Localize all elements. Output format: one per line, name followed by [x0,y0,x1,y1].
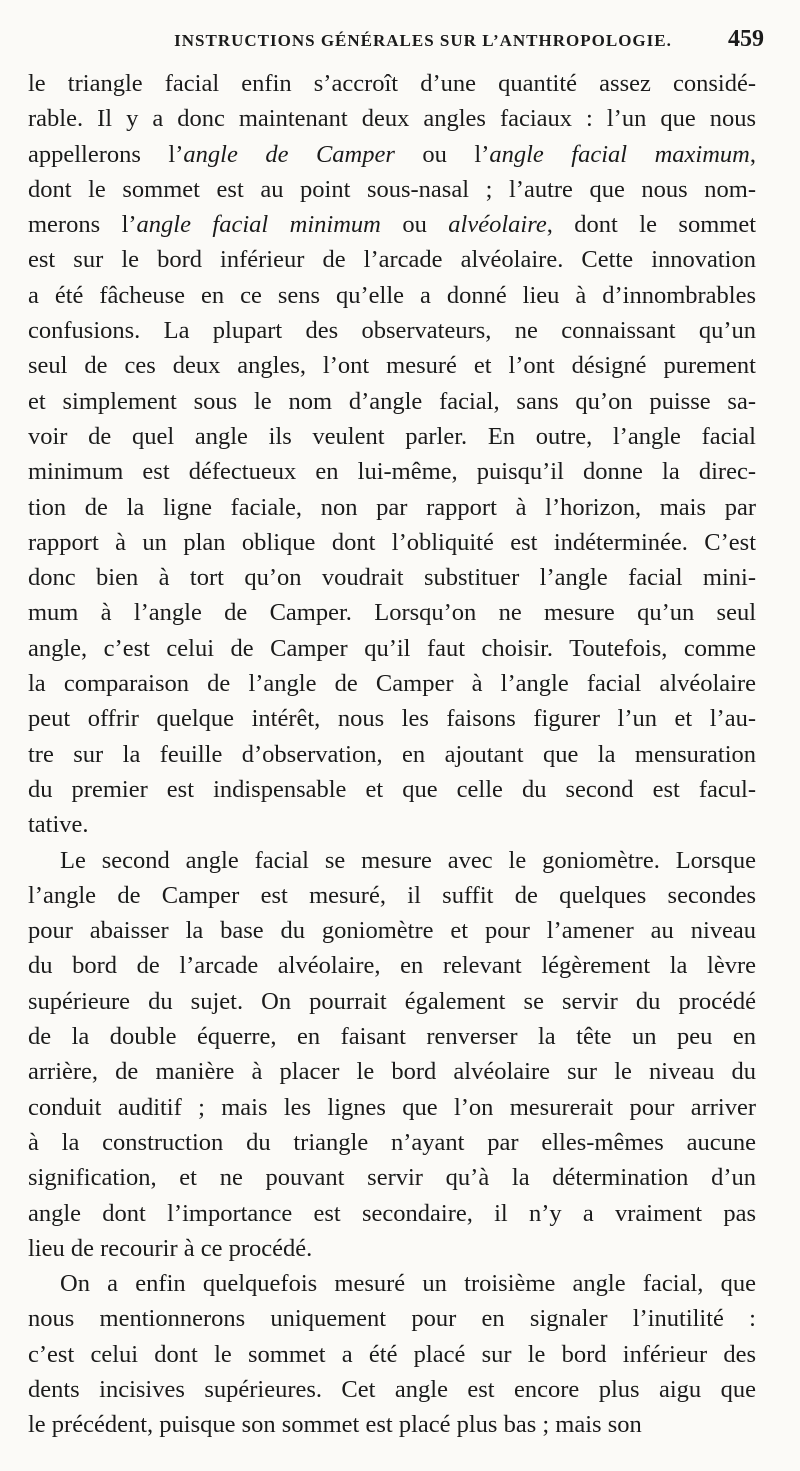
text-line [28,560,756,595]
text-run: le triangle facial enfin s’accroît d’une quantité assez considé- [28,70,756,97]
text-line [28,384,756,419]
text-run: est sur le bord inférieur de l’arcade alvéolaire. Cette innovation [28,246,756,274]
text-line [28,595,756,630]
text-run: donc bien à tort qu’on voudrait substituer l’angle facial mini- [28,564,756,592]
text-run: à la construction du triangle n’ayant par elles-mêmes aucune [28,1128,756,1156]
text-line [28,419,756,454]
text-line [28,984,756,1019]
text-line [28,1019,756,1054]
text-run: Le second angle facial se mesure avec le goniomètre. Lorsque [60,846,756,874]
text-run: mum à l’angle de Camper. Lorsqu’on ne mesure qu’un seul [28,599,756,627]
text-run: confusions. La plupart des observateurs, ne connaissant qu’un [28,317,756,345]
text-line [28,1337,756,1372]
text-line [28,66,756,101]
text-run: le précédent, puisque son sommet est placé plus bas ; mais son [28,1411,642,1439]
text-run: et simplement sous le nom d’angle facial, sans qu’on puisse sa- [28,387,756,415]
italic-term: angle facial maximum [489,140,750,168]
text-line [28,172,756,207]
paragraph [28,1266,756,1442]
page-number: 459 [728,26,764,52]
text-run: , dont le sommet [546,211,756,239]
running-head [28,26,764,66]
text-line [28,948,756,983]
text-line [28,1301,756,1336]
text-run: tative. [28,811,89,839]
text-line [28,525,756,560]
text-line [28,631,756,666]
text-line [28,348,756,383]
text-run: arrière, de manière à placer le bord alvéolaire sur le niveau du [28,1058,756,1086]
text-run: nous mentionnerons uniquement pour en signaler l’inutilité : [28,1305,756,1333]
italic-term: angle facial minimum [136,211,381,239]
text-run: du premier est indispensable et que celle du second est facul- [28,775,756,803]
italic-term: alvéolaire [448,211,547,239]
text-line [28,772,756,807]
text-run: On a enfin quelquefois mesuré un troisième angle facial, que [60,1270,756,1298]
text-line [28,701,756,736]
text-line [28,913,756,948]
text-run: lieu de recourir à ce procédé. [28,1234,313,1262]
text-run: conduit auditif ; mais les lignes que l’on mesurerait pour arriver [28,1093,756,1121]
text-run: , [749,140,756,168]
paragraph [28,843,756,1267]
text-run: minimum est défectueux en lui-même, puisqu’il donne la direc- [28,458,756,486]
text-line [28,207,756,242]
text-run: du bord de l’arcade alvéolaire, en relevant légèrement la lèvre [28,952,756,980]
running-title: INSTRUCTIONS GÉNÉRALES SUR L’ANTHROPOLOGIE. [174,31,672,50]
text-line [28,1196,756,1231]
text-run: signification, et ne pouvant servir qu’à la détermination d’un [28,1164,756,1192]
text-line [28,1090,756,1125]
text-run: appellerons l’ [28,140,184,168]
text-line [28,242,756,277]
text-line [28,1266,756,1301]
text-line [28,1160,756,1195]
text-line [28,666,756,701]
text-line [28,1231,756,1266]
text-run: ou [380,211,449,239]
text-line [28,878,756,913]
text-run: tion de la ligne faciale, non par rapport à l’horizon, mais par [28,493,756,521]
text-line [28,313,756,348]
text-line [28,454,756,489]
text-run: rapport à un plan oblique dont l’obliquité est indéterminée. C’est [28,528,756,556]
text-line [28,737,756,772]
text-line [28,137,756,172]
text-run: voir de quel angle ils veulent parler. En outre, l’angle facial [28,422,756,450]
text-line [28,278,756,313]
text-line [28,1372,756,1407]
text-run: de la double équerre, en faisant renverser la tête un peu en [28,1023,756,1051]
text-line [28,101,756,136]
body-text [28,66,756,1443]
text-run: la comparaison de l’angle de Camper à l’angle facial alvéolaire [28,670,756,698]
text-line [28,1125,756,1160]
text-run: seul de ces deux angles, l’ont mesuré et l’ont désigné purement [28,352,756,380]
text-run: c’est celui dont le sommet a été placé sur le bord inférieur des [28,1340,756,1368]
text-run: merons l’ [28,211,137,239]
text-run: dont le sommet est au point sous-nasal ; l’autre que nous nom- [28,175,756,203]
text-run: pour abaisser la base du goniomètre et pour l’amener au niveau [28,917,756,945]
italic-term: angle de Camper [183,140,395,168]
text-run: peut offrir quelque intérêt, nous les faisons figurer l’un et l’au- [28,705,756,733]
text-run: angle, c’est celui de Camper qu’il faut choisir. Toutefois, comme [28,634,756,662]
text-line [28,807,756,842]
text-run: tre sur la feuille d’observation, en ajoutant que la mensuration [28,740,756,768]
text-line [28,490,756,525]
text-line [28,843,756,878]
text-run: dents incisives supérieures. Cet angle est encore plus aigu que [28,1375,756,1403]
text-line [28,1054,756,1089]
text-run: ou l’ [394,140,490,168]
text-run: rable. Il y a donc maintenant deux angles faciaux : l’un que nous [28,105,756,133]
paragraph [28,66,756,843]
text-run: a été fâcheuse en ce sens qu’elle a donné lieu à d’innombrables [28,281,756,309]
text-run: l’angle de Camper est mesuré, il suffit de quelques secondes [28,881,756,909]
text-run: angle dont l’importance est secondaire, il n’y a vraiment pas [28,1199,756,1227]
text-line [28,1407,756,1442]
text-run: supérieure du sujet. On pourrait également se servir du procédé [28,987,756,1015]
